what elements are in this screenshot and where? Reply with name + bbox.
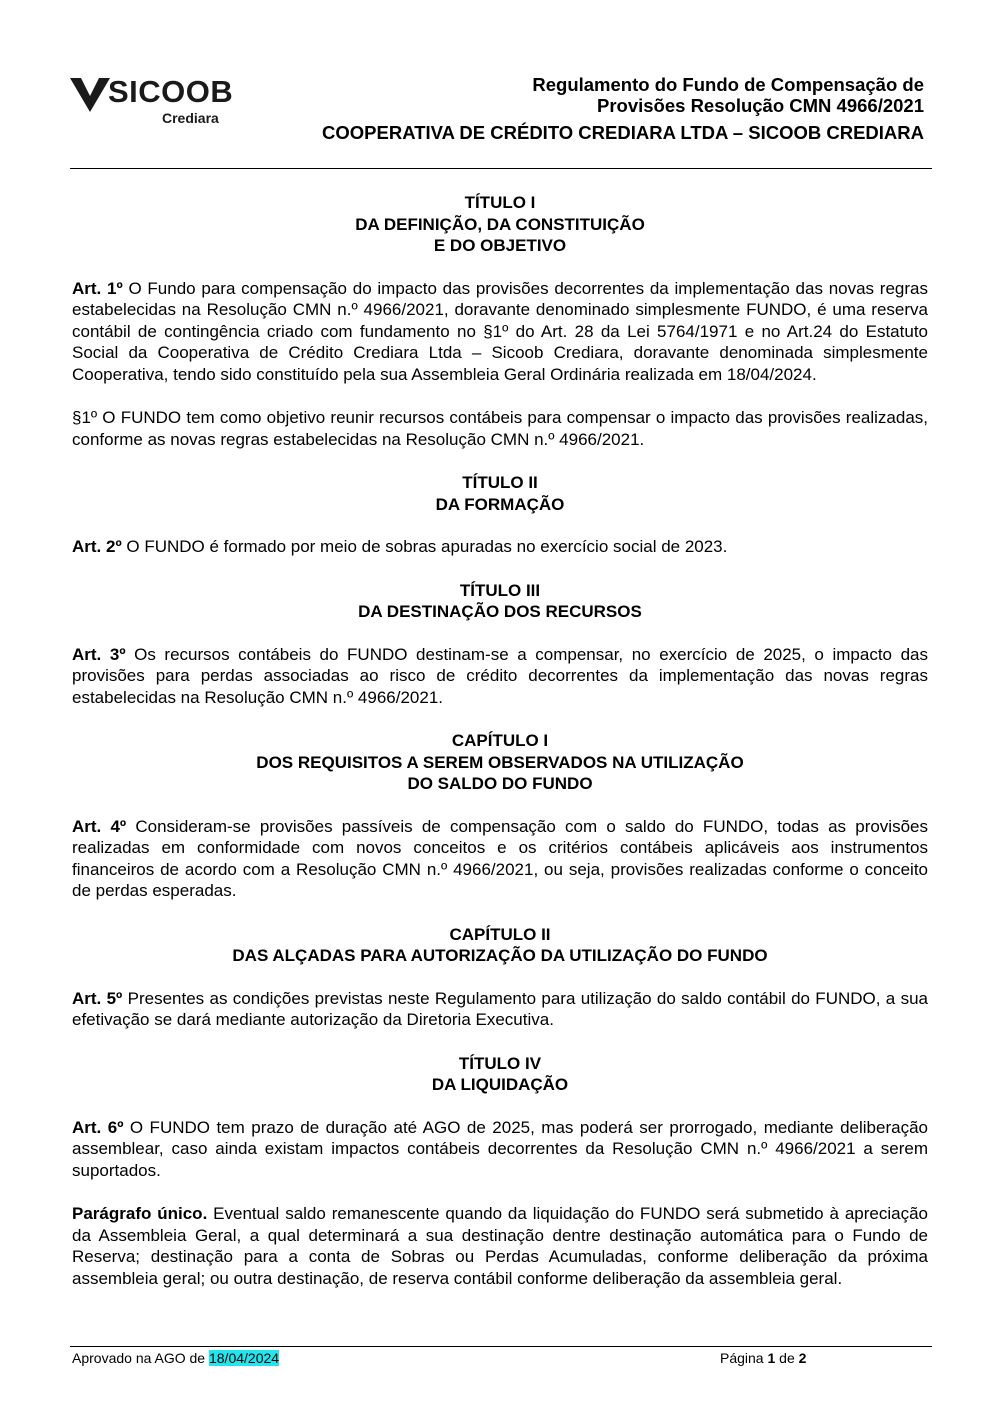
- heading-line: TÍTULO III: [459, 580, 541, 600]
- article-label: Art. 1º: [72, 278, 123, 298]
- page-label: Página: [720, 1350, 768, 1366]
- heading-line: CAPÍTULO II: [449, 924, 551, 944]
- sicoob-logo: [70, 72, 234, 132]
- document-body: [72, 192, 928, 1289]
- page-number: [720, 1350, 806, 1366]
- article-1: [72, 278, 928, 386]
- page-header: [70, 68, 932, 170]
- article-5: [72, 988, 928, 1031]
- document-title-line1: Regulamento do Fundo de Compensação de: [532, 74, 924, 95]
- heading-line: CAPÍTULO I: [451, 731, 549, 750]
- section-heading-titulo-4: [72, 1053, 928, 1096]
- heading-line: DA DESTINAÇÃO DOS RECURSOS: [358, 602, 642, 621]
- article-label: Art. 5º: [72, 988, 123, 1008]
- page-sep: de: [775, 1350, 799, 1366]
- sicoob-logo-icon: [70, 74, 110, 114]
- article-label: Art. 4º: [72, 816, 127, 836]
- paragraph-label: Parágrafo único.: [72, 1204, 208, 1223]
- heading-line: DA FORMAÇÃO: [435, 494, 565, 514]
- heading-line: DA LIQUIDAÇÃO: [431, 1075, 569, 1094]
- article-text: Os recursos contábeis do FUNDO destinam-se a compensar, no exercício de 2025, o impacto das provisões para perdas associadas ao risco de crédito decorrentes da implementação das novas regras estabelecidas na Resolução CMN n.º 4966/2021.: [72, 644, 928, 707]
- section-heading-capitulo-1: [72, 730, 928, 795]
- article-label: Art. 6º: [72, 1117, 124, 1137]
- footer-divider: [70, 1346, 932, 1347]
- article-text: Consideram-se provisões passíveis de compensação com o saldo do FUNDO, todas as provisões realizadas em conformidade com novos conceitos e os critérios contábeis aplicáveis aos instrumentos financeiros de acordo com a Resolução CMN n.º 4966/2021, ou seja, provisões realizadas conforme o conceito de perdas esperadas.: [72, 816, 928, 900]
- logo-subtitle: Crediara: [162, 110, 219, 126]
- article-label: Art. 3º: [72, 644, 126, 664]
- heading-line: DO SALDO DO FUNDO: [407, 774, 593, 793]
- section-heading-capitulo-2: [72, 924, 928, 967]
- article-4: [72, 816, 928, 902]
- heading-line: TÍTULO I: [464, 193, 536, 212]
- article-text: O FUNDO tem prazo de duração até AGO de 2025, mas poderá ser prorrogado, mediante deliberação assemblear, caso ainda existam impactos contábeis decorrentes da Resolução CMN n.º 4966/2021 a serem suportados.: [72, 1117, 928, 1180]
- page-current: 1: [767, 1350, 776, 1366]
- document-title: [404, 74, 924, 116]
- cooperative-name: COOPERATIVA DE CRÉDITO CREDIARA LTDA – SICOOB CREDIARA: [322, 122, 924, 143]
- heading-line: TÍTULO IV: [458, 1053, 542, 1073]
- section-heading-titulo-3: [72, 580, 928, 623]
- approval-date: 18/04/2024: [208, 1350, 280, 1366]
- heading-line: DA DEFINIÇÃO, DA CONSTITUIÇÃO: [355, 214, 645, 234]
- approval-prefix: Aprovado na AGO de: [72, 1350, 209, 1366]
- header-divider: [70, 168, 932, 169]
- logo-brand: SICOOB: [108, 74, 234, 109]
- paragrafo-unico: [72, 1203, 928, 1289]
- footer-approval: [72, 1350, 279, 1366]
- article-1-paragraph-1: §1º O FUNDO tem como objetivo reunir recursos contábeis para compensar o impacto das provisões realizadas, conforme as novas regras estabelecidas na Resolução CMN n.º 4966/2021.: [72, 408, 928, 449]
- article-text: O Fundo para compensação do impacto das provisões decorrentes da implementação das novas regras estabelecidas na Resolução CMN n.º 4966/2021, doravante denominado simplesmente FUNDO, é uma reserva contábil de contingência criado com fundamento no §1º do Art. 28 da Lei 5764/1971 e no Art.24 do Estatuto Social da Cooperativa de Crédito Crediara Ltda – Sicoob Crediara, doravante denominada simplesmente Cooperativa, tendo sido constituído pela sua Assembleia Geral Ordinária realizada em 18/04/2024.: [72, 278, 928, 384]
- article-6: [72, 1117, 928, 1182]
- paragraph-text: Eventual saldo remanescente quando da liquidação do FUNDO será submetido à apreciação da Assembleia Geral, a qual determinará a sua destinação dentre destinação automática para o Fundo de Reserva; destinação para a conta de Sobras ou Perdas Acumuladas, conforme deliberação da próxima assembleia geral; ou outra destinação, de reserva contábil conforme deliberação da assembleia geral.: [72, 1204, 928, 1288]
- heading-line: DOS REQUISITOS A SEREM OBSERVADOS NA UTILIZAÇÃO: [256, 752, 744, 772]
- article-3: [72, 644, 928, 709]
- section-heading-titulo-2: [72, 472, 928, 515]
- heading-line: E DO OBJETIVO: [433, 236, 567, 255]
- section-heading-titulo-1: [72, 192, 928, 257]
- article-text: O FUNDO é formado por meio de sobras apuradas no exercício social de 2023.: [121, 537, 728, 556]
- page-total: 2: [798, 1350, 807, 1366]
- heading-line: DAS ALÇADAS PARA AUTORIZAÇÃO DA UTILIZAÇÃO DO FUNDO: [232, 946, 768, 965]
- article-2: [72, 536, 928, 558]
- heading-line: TÍTULO II: [462, 473, 538, 492]
- article-label: Art. 2º: [72, 537, 122, 556]
- document-title-line2: Provisões Resolução CMN 4966/2021: [597, 95, 924, 116]
- article-text: Presentes as condições previstas neste Regulamento para utilização do saldo contábil do FUNDO, a sua efetivação se dará mediante autorização da Diretoria Executiva.: [72, 988, 928, 1029]
